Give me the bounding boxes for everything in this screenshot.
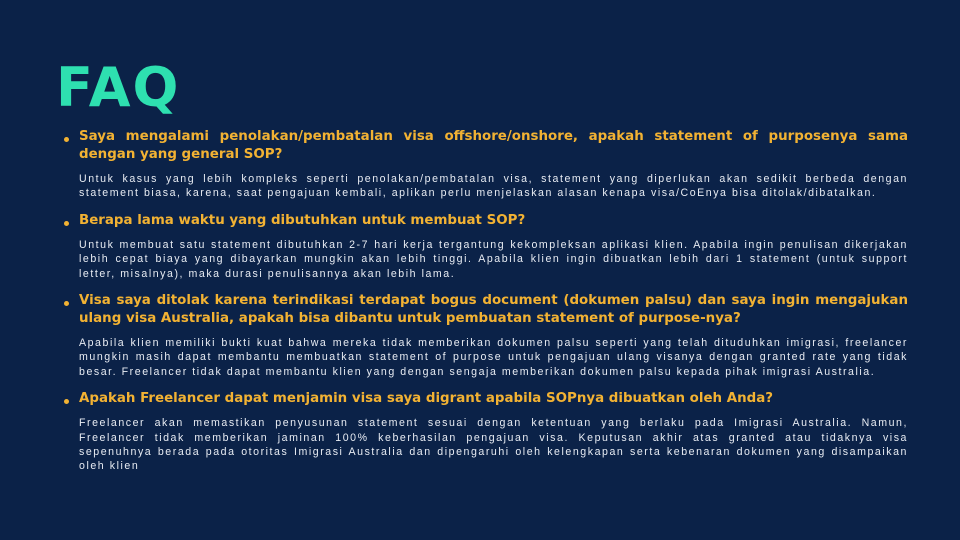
faq-question: Saya mengalami penolakan/pembatalan visa offshore/onshore, apakah statement of purposenya sama dengan yang general SOP? <box>79 129 908 162</box>
faq-question: Berapa lama waktu yang dibutuhkan untuk membuat SOP? <box>79 212 526 228</box>
faq-answer: Apabila klien memiliki bukti kuat bahwa mereka tidak memberikan dokumen palsu seperti yang telah dituduhkan imigrasi, freelancer mungkin masih dapat membantu membuatkan statement of purpose untuk pengajuan ulang visanya dengan granted rate yang tidak besar. Freelancer tidak dapat membantu klien yang dengan sengaja memberikan dokumen palsu kepada pihak imigrasi Australia. <box>79 337 908 378</box>
faq-question: Apakah Freelancer dapat menjamin visa saya digrant apabila SOPnya dibuatkan oleh Anda? <box>79 391 774 407</box>
faq-item <box>62 390 908 474</box>
faq-item <box>62 212 908 281</box>
faq-answer: Untuk membuat satu statement dibutuhkan 2-7 hari kerja tergantung kekompleksan aplikasi klien. Apabila ingin penulisan dikerjakan lebih cepat biaya yang dibayarkan mungkin akan lebih tinggi. Apabila klien ingin dibuatkan lebih dari 1 statement (untuk support letter, misalnya), maka durasi penulisannya akan lebih lama. <box>79 238 908 280</box>
faq-list <box>62 128 908 485</box>
page-title: FAQ <box>56 56 181 119</box>
faq-question: Visa saya ditolak karena terindikasi terdapat bogus document (dokumen palsu) dan saya ingin mengajukan ulang visa Australia, apakah bisa dibantu untuk pembuatan statement of purpose-nya? <box>79 293 908 327</box>
faq-item <box>62 128 908 201</box>
faq-answer: Untuk kasus yang lebih kompleks seperti penolakan/pembatalan visa, statement yang diperlukan akan sedikit berbeda dengan statement biasa, karena, saat pengajuan kembali, aplikan perlu menjelaskan alasan kenapa visa/CoEnya bisa ditolak/dibatalkan. <box>79 173 908 200</box>
faq-item <box>62 292 908 379</box>
bullet-icon <box>64 221 69 226</box>
faq-answer: Freelancer akan memastikan penyusunan statement sesuai dengan ketentuan yang berlaku pada Imigrasi Australia. Namun, Freelancer tidak memberikan jaminan 100% keberhasilan pengajuan visa. Keputusan akhir atas granted atau tidaknya visa sepenuhnya berada pada otoritas Imigrasi Australia dan dipengaruhi oleh kelengkapan serta kebenaran dokumen yang disampaikan oleh klien <box>79 417 908 473</box>
bullet-icon <box>64 137 69 142</box>
bullet-icon <box>64 399 69 404</box>
bullet-icon <box>64 301 69 306</box>
